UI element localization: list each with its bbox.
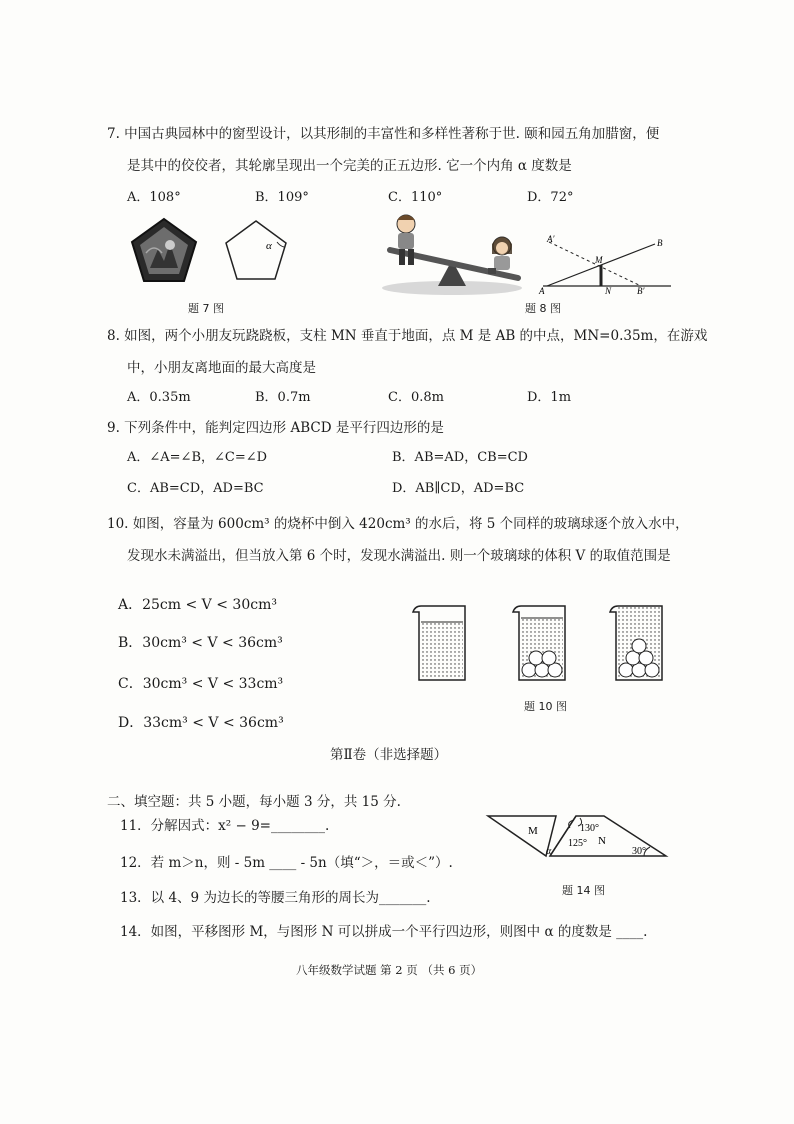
q8-option-d: D．1m bbox=[527, 390, 572, 405]
q9-option-a: A．∠A=∠B，∠C=∠D bbox=[127, 450, 268, 465]
q8-option-a: A．0.35m bbox=[127, 390, 191, 405]
alpha-label: α bbox=[546, 846, 552, 857]
q8-geometry-figure bbox=[537, 232, 677, 294]
label-n: N bbox=[605, 286, 612, 294]
label-b: B bbox=[657, 238, 663, 248]
q7-option-d: D．72° bbox=[527, 190, 574, 205]
q13-stem: 13．以 4、9 为边长的等腰三角形的周长为_______. bbox=[120, 890, 431, 906]
beakers-figure bbox=[405, 598, 677, 688]
q7-stem-line1: 7. 中国古典园林中的窗型设计，以其形制的丰富性和多样性著称于世. 颐和园五角加腊窗，便 bbox=[107, 126, 660, 142]
angle-125: 125° bbox=[568, 838, 587, 849]
label-b-prime: B′ bbox=[637, 286, 645, 294]
label-m: M bbox=[528, 825, 538, 837]
pentagon-shape bbox=[226, 221, 286, 279]
q9-option-d: D．AB∥CD，AD=BC bbox=[392, 481, 525, 496]
q14-stem: 14．如图，平移图形 M，与图形 N 可以拼成一个平行四边形，则图中 α 的度数是 ____. bbox=[120, 924, 648, 940]
q8-option-c: C．0.8m bbox=[388, 390, 444, 405]
page-footer: 八年级数学试题 第 2 页 （共 6 页） bbox=[296, 963, 483, 977]
label-n: N bbox=[598, 835, 606, 847]
q7-option-a: A．108° bbox=[127, 190, 181, 205]
label-m: M bbox=[595, 255, 603, 265]
q7-figure bbox=[124, 213, 304, 293]
q10-option-a: A．25cm < V < 30cm³ bbox=[118, 597, 277, 613]
shape-n bbox=[550, 816, 666, 856]
q9-stem: 9. 下列条件中，能判定四边形 ABCD 是平行四边形的是 bbox=[107, 420, 444, 436]
q10-option-c: C．30cm³ < V < 33cm³ bbox=[118, 676, 284, 692]
beaker-overflowing bbox=[610, 606, 662, 680]
q7-caption: 题 7 图 bbox=[188, 302, 224, 315]
label-a-prime: A′ bbox=[547, 234, 555, 244]
q10-stem-line2: 发现水未满溢出，但当放入第 6 个时，发现水满溢出. 则一个玻璃球的体积 V 的取值范围是 bbox=[127, 548, 671, 564]
q11-stem: 11．分解因式：x² − 9=________. bbox=[120, 818, 330, 834]
q8-option-b: B．0.7m bbox=[255, 390, 311, 405]
q8-caption: 题 8 图 bbox=[525, 302, 561, 315]
q8-stem-line1: 8. 如图，两个小朋友玩跷跷板，支柱 MN 垂直于地面，点 M 是 AB 的中点，MN=0.35m，在游戏 bbox=[107, 328, 708, 344]
alpha-label: α bbox=[266, 240, 272, 252]
q9-option-c: C．AB=CD，AD=BC bbox=[127, 481, 264, 496]
angle-30: 30° bbox=[632, 846, 646, 857]
q10-stem-line1: 10. 如图，容量为 600cm³ 的烧杯中倒入 420cm³ 的水后，将 5 个同样的玻璃球逐个放入水中， bbox=[107, 516, 689, 532]
fill-heading: 二、填空题：共 5 小题，每小题 3 分，共 15 分. bbox=[107, 794, 401, 810]
q14-figure bbox=[484, 808, 672, 864]
q10-caption: 题 10 图 bbox=[524, 700, 567, 713]
girl-icon bbox=[488, 237, 512, 274]
q8-stem-line2: 中，小朋友离地面的最大高度是 bbox=[127, 360, 316, 376]
window-photo-icon bbox=[132, 219, 196, 281]
boy-icon bbox=[397, 215, 415, 265]
q10-option-d: D．33cm³ < V < 36cm³ bbox=[118, 715, 284, 731]
q10-option-b: B．30cm³ < V < 36cm³ bbox=[118, 635, 283, 651]
beaker-with-balls-partial bbox=[513, 606, 565, 680]
q14-caption: 题 14 图 bbox=[562, 884, 605, 897]
q9-option-b: B．AB=AD，CB=CD bbox=[392, 450, 528, 465]
label-a: A bbox=[539, 286, 545, 294]
q7-option-b: B．109° bbox=[255, 190, 309, 205]
q7-option-c: C．110° bbox=[388, 190, 443, 205]
q7-stem-line2: 是其中的佼佼者，其轮廓呈现出一个完美的正五边形. 它一个内角 α 度数是 bbox=[127, 158, 572, 174]
angle-130: 130° bbox=[580, 823, 599, 834]
seesaw-figure bbox=[376, 208, 528, 298]
beaker-empty bbox=[413, 606, 465, 680]
q12-stem: 12．若 m＞n，则 - 5m ____ - 5n（填“＞，＝或＜”）. bbox=[120, 855, 453, 871]
section-2-title: 第Ⅱ卷（非选择题） bbox=[330, 747, 448, 763]
